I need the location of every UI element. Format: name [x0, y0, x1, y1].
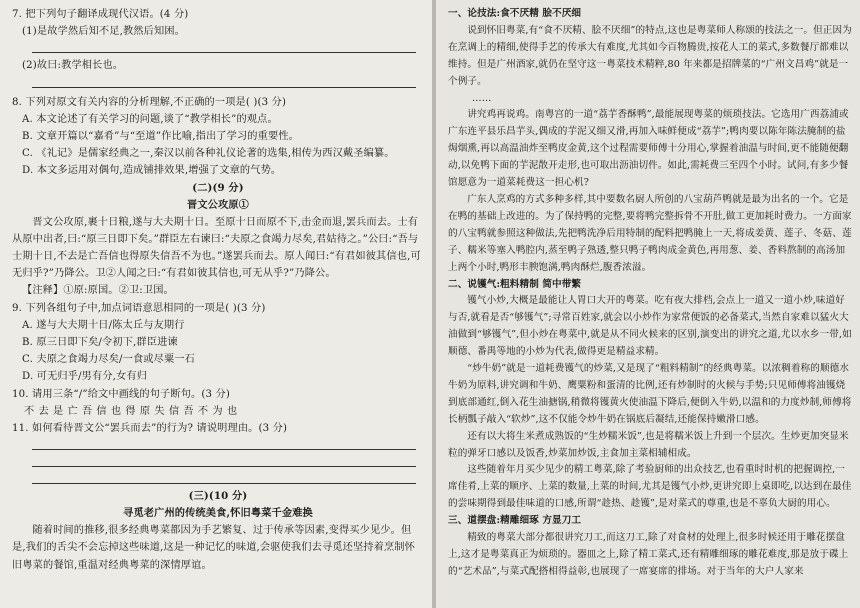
answer-line: [32, 471, 416, 484]
section-3-title: (三)(10 分): [188, 490, 248, 503]
right-page: [436, 0, 860, 608]
footnote: 【注释】①原:原国。②卫:卫国。: [22, 285, 174, 297]
paragraph: 这些随着年月买少见少的精工粤菜,除了考验厨师的出众技艺,也看重时时机的把握调控,一席佳肴,上菜的顺序、上菜的数量,上菜的时间,尤其是镬气小炒,更讲究即上桌即吃,以达到在最佳的尝味期得到最佳味道的口感,所谓“趁热、趁镬”,是对菜式的尊重,也是不辜负大厨的用心。: [448, 464, 852, 510]
answer-line: [32, 75, 416, 88]
q9-option-d: D. 可无归乎/男有分,女有归: [22, 371, 148, 383]
q9-option-a: A. 遂与大夫期十日/陈太丘与友期行: [22, 319, 185, 331]
section-heading-3: 三、道摆盘:精雕细琢 方显刀工: [448, 515, 582, 527]
q7-item-2: (2)故曰:教学相长也。: [22, 60, 124, 72]
q8-option-b: B. 文章开篇以“嘉肴”与“至道”作比喻,指出了学习的重要性。: [22, 131, 299, 143]
q9-option-b: B. 原三日即下矣/令初下,群臣进谏: [22, 337, 178, 349]
article-title: 寻觅老广州的传统美食,怀旧粤菜千金难换: [123, 507, 313, 520]
passage-title: 晋文公攻原①: [186, 198, 250, 211]
paragraph: 说到怀旧粤菜,有“食不厌精、脍不厌细”的特点,这也是粤菜师人称颂的技法之一。但正因为在烹调上的精细,使得手艺的传承大有难度,尤其如今百物腾贵,按花人工的菜式,多数餐厅都难以维持。但是广州酒家,就仍在坚守这一粤菜技术精粹,80 年来都是招牌菜的“广州文昌鸡”就是一个例子。: [448, 24, 852, 87]
paragraph: 还有以大将生米煮成熟饭的“生炒糯米饭”,也是将糯米饭上升到一个层次。生炒更加突显米粒的弹牙口感以及饭香,炒菜加炒饭,主食加主菜相辅相成。: [448, 430, 849, 459]
q10-sentence: 不去是亡吾信也得原失信吾不为也: [24, 405, 242, 417]
ellipsis: ……: [472, 92, 492, 104]
paragraph: 讲究鸡再说鸡。南粤宫的一道“荔芋香酥鸭”,最能展现粤菜的烦琐技法。它选用广西荔浦或广东连平县乐昌芋头,偶成的芋泥又细又滑,再加入味鲜便成“荔芋”;鸭肉要以陈年陈法腌制的盐焗烟熏,再以高温油炸至鸭皮金黄,这个过程需要师傅十分用心,掌握着油温与时间,更不能随便翻动,以免鸭下面的芋泥散开走形,也可取出沥油切件。如此,需耗费三至四个小时。试问,有多少餐馆愿意为一道菜耗费这一担心机?: [448, 109, 849, 189]
q9-title: 9. 下列各组句子中,加点词语意思相同的一项是( )(3 分): [12, 302, 266, 314]
q9-option-c: C. 夫原之食竭力尽矣/一食或尽粟一石: [22, 354, 196, 366]
q10-title: 10. 请用三条“/”给文中画线的句子断句。(3 分): [12, 388, 231, 400]
q7-item-1: (1)是故学然后知不足,教然后知困。: [22, 26, 185, 38]
q8-option-a: A. 本文论述了有关学习的问题,谈了“教学相长”的观点。: [22, 113, 278, 125]
answer-line: [32, 454, 416, 467]
answer-line: [32, 40, 416, 53]
section-2-title: (二)(9 分): [192, 181, 244, 194]
article-paragraph: 随着时间的推移,很多经典粤菜都因为手艺繁复、过于传承等因素,变得买少见少。但是,我们的舌尖不会忘掉这些味道,这是一种记忆的味道,会驱使我们去寻觅还坚持着烹制怀旧粤菜的餐馆,重温对经典粤菜的深情厚谊。: [12, 525, 415, 571]
q7-title: 7. 把下列句子翻译成现代汉语。(4 分): [12, 9, 189, 20]
section-heading-2: 二、说镬气:粗料精制 简中带繁: [448, 278, 582, 290]
q8-option-c: C. 《礼记》是儒家经典之一,秦汉以前各种礼仪论著的选集,相传为西汉戴圣编纂。: [22, 148, 395, 160]
q11-title: 11. 如何看待晋文公“罢兵而去”的行为? 请说明理由。(3 分): [12, 423, 288, 435]
paragraph: 广东人烹鸡的方式多种多样,其中要数名厨人所创的八宝葫芦鸭就是最为出名的一个。它是在鸭的基础上改进的。为了保持鸭的完整,要将鸭完整拆骨不开肚,做工更加耗时费力。一方面家的八宝鸭就参照这种做法,先把鸭洗净后用特制的配料把鸭腌上一天,将成姜黄、莲子、冬菇、莲子、糯米等塞入鸭腔内,蒸至鸭子熟透,整只鸭子鸭肉成金黄色,再用葱、姜、香料熬制的高汤加上两个小时,鸭形丰腴饱满,鸭肉酥烂,腹香浓溢。: [448, 193, 852, 273]
q8-title: 8. 下列对原文有关内容的分析理解,不正确的一项是( )(3 分): [12, 96, 287, 108]
q8-option-d: D. 本文多运用对偶句,造成铺排效果,增强了文章的气势。: [22, 165, 282, 177]
passage-text: 晋文公攻原,裹十日粮,遂与大夫期十日。至原十日而原不下,击金而退,罢兵而去。士有从原中出者,曰:“原三日即下矣。”群臣左右谏曰:“夫原之食竭力尽矣,君姑待之。”公曰:“吾与士期十日,不去是亡吾信也得原失信吾不为也。”遂罢兵而去。原人闻曰:“有君如彼其信也,可无归乎?”乃降公。卫②人闻之曰:“有君如彼其信也,可无从乎?”乃降公。: [12, 216, 421, 280]
paragraph: 精致的粤菜大部分都很讲究刀工,而这刀工,除了对食材的处理上,很多时候还用于雕花摆盘上,这才是粤菜真正为烦琐的。器皿之上,除了精工菜式,还有精雕细琢的雕花难度,那是放于碟上的“艺术品”,与菜式配搭相得益彰,也展现了一席宴席的排场。对于当年的大户人家来: [448, 532, 849, 577]
paragraph: “炒牛奶”就是一道耗费镬气的炒菜,又是现了“粗料精制”的经典粤菜。以浓稠着称的顺德水牛奶为原料,讲究调和牛奶、鹰粟粉和蛋清的比例,还有炒制时的火候与手势;只见师傅将油镬烧到底部通红,倒入花生油搪锅,稍微将镬黄火使油温下降后,便倒入牛奶,以温和的力度炒制,师傅将长柄瓢子敲入“软炒”,这不仅能令炒牛奶在锅底后凝结,还能保持嫩滑口感。: [448, 363, 852, 425]
answer-line: [32, 437, 416, 450]
section-heading-1: 一、论技法:食不厌精 脍不厌细: [448, 8, 582, 19]
paragraph: 镬气小炒,大概是最能让人胃口大开的粤菜。吃有夜大排档,会点上一道又一道小炒,味道好与否,就看是否“够镬气”;寻常百姓家,就会以小炒作为家常便饭的必备菜式,当然自家难以猛火大油做到“够镬气”,但小炒在粤菜中,就是从不同火候来的区别,演变出的讲究之道,尤以水乡一带,如顺德、番禺等地的小炒为代表,做得更是精益求精。: [448, 295, 852, 358]
